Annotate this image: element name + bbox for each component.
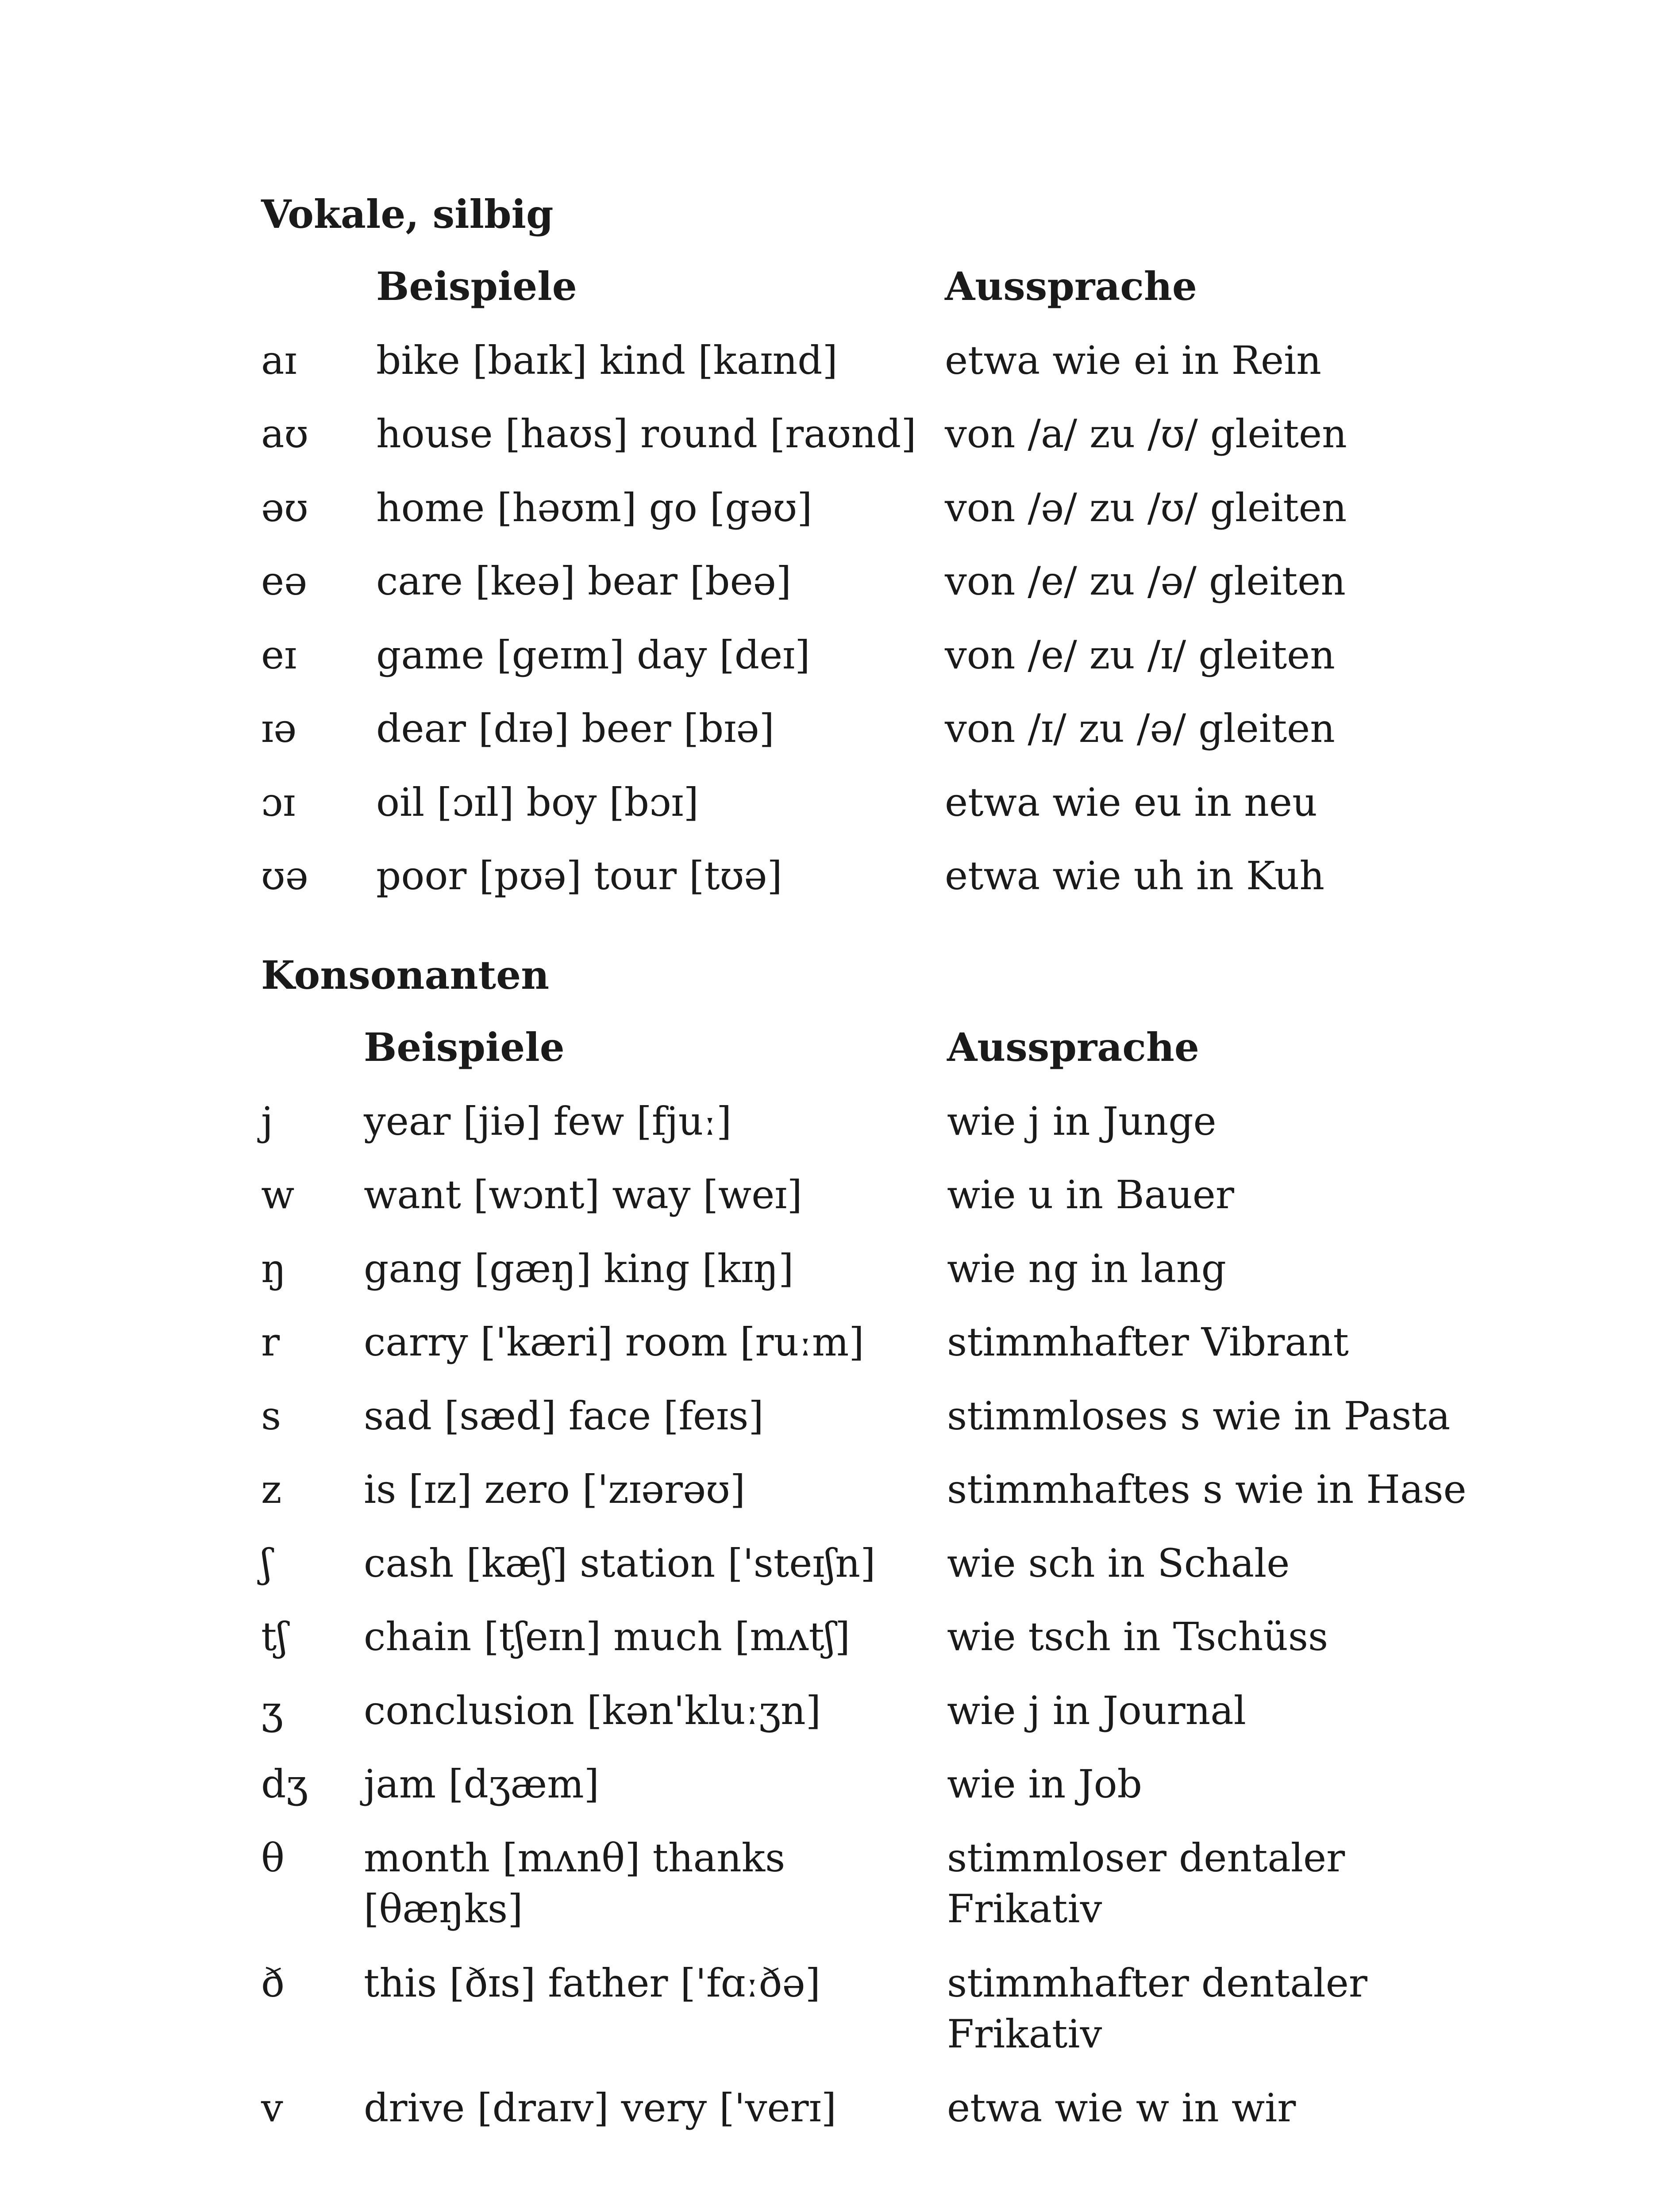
consonant-pronunciation: wie in Job xyxy=(947,1761,1142,1807)
vowel-pronunciation: etwa wie uh in Kuh xyxy=(945,853,1324,899)
vowel-pronunciation: von /e/ zu /ə/ gleiten xyxy=(945,558,1346,604)
consonants-pronunciation-header: Aussprache xyxy=(947,1024,1199,1070)
vowel-pronunciation: etwa wie eu in neu xyxy=(945,780,1317,825)
consonant-symbol: z xyxy=(261,1467,282,1512)
consonant-pronunciation: stimmloser dentaler Frikativ xyxy=(947,1835,1345,1932)
vowel-pronunciation: von /a/ zu /ʊ/ gleiten xyxy=(945,411,1347,457)
consonant-symbol: θ xyxy=(261,1835,285,1881)
consonant-pronunciation: etwa wie w in wir xyxy=(947,2085,1296,2131)
vowel-pronunciation: von /ɪ/ zu /ə/ gleiten xyxy=(945,706,1335,751)
consonant-examples: conclusion [kən'kluːʒn] xyxy=(364,1688,821,1733)
consonant-examples: carry ['kæri] room [ruːm] xyxy=(364,1319,864,1365)
consonant-symbol: ŋ xyxy=(261,1246,286,1291)
consonant-symbol: dʒ xyxy=(261,1761,308,1807)
consonant-symbol: w xyxy=(261,1172,295,1217)
consonant-symbol: r xyxy=(261,1319,280,1365)
consonant-symbol: v xyxy=(261,2085,283,2131)
consonant-pronunciation: wie sch in Schale xyxy=(947,1540,1290,1586)
vowel-examples: care [keə] bear [beə] xyxy=(376,558,792,604)
consonant-pronunciation: wie u in Bauer xyxy=(947,1172,1234,1217)
consonant-pronunciation: stimmhafter dentaler Frikativ xyxy=(947,1960,1367,2057)
consonant-examples: cash [kæʃ] station ['steɪʃn] xyxy=(364,1540,876,1586)
consonant-examples: sad [sæd] face [feɪs] xyxy=(364,1393,764,1439)
vowels-pronunciation-header: Aussprache xyxy=(945,263,1197,309)
consonant-symbol: j xyxy=(261,1098,273,1144)
vowel-symbol: aɪ xyxy=(261,338,297,383)
vowel-symbol: eɪ xyxy=(261,632,297,678)
consonant-pronunciation: stimmhaftes s wie in Hase xyxy=(947,1467,1467,1512)
vowel-symbol: ɪə xyxy=(261,706,297,751)
vowel-examples: home [həʊm] go [gəʊ] xyxy=(376,485,812,530)
vowel-examples: game [geɪm] day [deɪ] xyxy=(376,632,810,678)
vowel-examples: house [haʊs] round [raʊnd] xyxy=(376,411,916,457)
consonant-examples: is [ɪz] zero ['zɪərəʊ] xyxy=(364,1467,746,1512)
consonant-pronunciation: wie j in Journal xyxy=(947,1688,1246,1733)
vowel-symbol: ʊə xyxy=(261,853,308,899)
consonant-examples: year [jiə] few [fjuː] xyxy=(364,1098,732,1144)
vowels-section-title: Vokale, silbig xyxy=(261,191,554,237)
consonant-pronunciation: wie ng in lang xyxy=(947,1246,1226,1291)
vowel-pronunciation: von /ə/ zu /ʊ/ gleiten xyxy=(945,485,1347,530)
consonant-symbol: ʃ xyxy=(261,1540,272,1586)
vowel-examples: dear [dɪə] beer [bɪə] xyxy=(376,706,774,751)
vowel-symbol: əʊ xyxy=(261,485,308,530)
consonant-examples: gang [gæŋ] king [kɪŋ] xyxy=(364,1246,794,1291)
consonant-examples: chain [tʃeɪn] much [mʌtʃ] xyxy=(364,1614,851,1659)
consonant-pronunciation: wie j in Junge xyxy=(947,1098,1217,1144)
vowels-examples-header: Beispiele xyxy=(376,263,577,309)
consonants-examples-header: Beispiele xyxy=(364,1024,565,1070)
consonant-symbol: s xyxy=(261,1393,281,1439)
consonant-symbol: ð xyxy=(261,1960,285,2006)
consonant-examples: want [wɔnt] way [weɪ] xyxy=(364,1172,802,1217)
consonant-examples: this [ðɪs] father ['fɑːðə] xyxy=(364,1960,820,2006)
consonant-examples: jam [dʒæm] xyxy=(364,1761,599,1807)
vowel-examples: poor [pʊə] tour [tʊə] xyxy=(376,853,782,899)
consonants-section-title: Konsonanten xyxy=(261,952,550,998)
vowel-symbol: eə xyxy=(261,558,308,604)
vowel-pronunciation: von /e/ zu /ɪ/ gleiten xyxy=(945,632,1335,678)
consonant-pronunciation: stimmloses s wie in Pasta xyxy=(947,1393,1451,1439)
vowel-examples: oil [ɔɪl] boy [bɔɪ] xyxy=(376,780,699,825)
consonant-pronunciation: stimmhafter Vibrant xyxy=(947,1319,1349,1365)
consonant-pronunciation: wie tsch in Tschüss xyxy=(947,1614,1328,1659)
vowel-symbol: aʊ xyxy=(261,411,309,457)
vowel-symbol: ɔɪ xyxy=(261,780,296,825)
vowel-examples: bike [baɪk] kind [kaɪnd] xyxy=(376,338,838,383)
consonant-symbol: tʃ xyxy=(261,1614,288,1659)
vowel-pronunciation: etwa wie ei in Rein xyxy=(945,338,1321,383)
consonant-examples: month [mʌnθ] thanks [θæŋks] xyxy=(364,1835,785,1932)
consonant-symbol: ʒ xyxy=(261,1688,283,1733)
consonant-examples: drive [draɪv] very ['verɪ] xyxy=(364,2085,837,2131)
